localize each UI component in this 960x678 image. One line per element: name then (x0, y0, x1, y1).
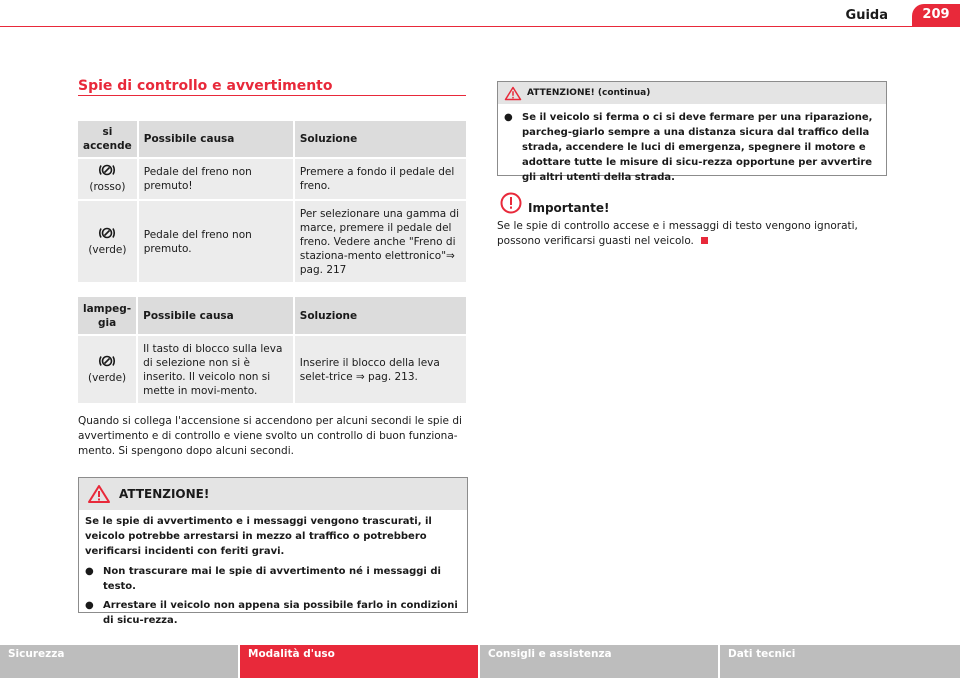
table-row (78, 158, 466, 200)
chapter-title: Guida (845, 8, 888, 23)
footer-tab-label: Sicurezza (8, 648, 65, 660)
section-rule (78, 95, 466, 96)
cause-cell: Pedale del freno non premuto! (138, 158, 294, 200)
warning-lead: Se le spie di avvertimento e i messaggi vengono trascurati, il veicolo potrebbe arrestarsi in mezzo al traffico o potrebbero verificarsi incidenti con feriti gravi. (85, 516, 432, 557)
section-title: Spie di controllo e avvertimento (78, 78, 333, 94)
table-row (78, 200, 466, 282)
warning-bullet: ● Se il veicolo si ferma o ci si deve fermare per una riparazione, parcheg-giarlo sempre a una distanza sicura dal traffico della strada, accendere le luci di emergenza, spegnere il motore e adottare tutte le misure di sicu-rezza opportune per avvertire gli altri utenti della strada. (504, 110, 880, 185)
col-header-solution: Soluzione (294, 121, 466, 158)
warning-continued-box (497, 81, 887, 183)
warning-triangle-icon (87, 484, 111, 504)
footer-tab-consigli[interactable] (480, 645, 718, 678)
end-marker-icon (701, 237, 708, 244)
brake-pedal-lamp-icon (98, 355, 116, 367)
lamp-cell (78, 200, 138, 282)
warning-bullet: ● Non trascurare mai le spie di avvertimento né i messaggi di testo. (85, 564, 461, 594)
col-header-lamp: si accende (78, 121, 138, 158)
important-icon (500, 192, 522, 214)
brake-pedal-lamp-icon (98, 164, 116, 176)
page-number: 209 (912, 4, 960, 26)
table-header-row (78, 121, 466, 158)
important-text (497, 219, 889, 249)
col-header-cause: Possibile causa (137, 297, 294, 335)
warning-bullet-text: Se il veicolo si ferma o ci si deve fermare per una riparazione, parcheg-giarlo sempre a una distanza sicura dal traffico della strada, accendere le luci di emergenza, spegnere il motore e adottare tutte le misure di sicu-rezza opportune per avvertire gli altri utenti della strada. (522, 112, 873, 183)
table-row (78, 335, 466, 403)
lamp-cell (78, 335, 137, 403)
warning-continued-body (498, 104, 886, 189)
warning-continued-title: ATTENZIONE! (continua) (527, 88, 651, 98)
solution-cell: Inserire il blocco della leva selet-trice ⇒ pag. 213. (294, 335, 466, 403)
solution-cell: Premere a fondo il pedale del freno. (294, 158, 466, 200)
footer-tab-modalita-uso[interactable] (240, 645, 478, 678)
footer-tab-label: Dati tecnici (728, 648, 796, 660)
col-header-cause: Possibile causa (138, 121, 294, 158)
lamp-color-label: (verde) (88, 243, 127, 256)
warning-bullet-text: Arrestare il veicolo non appena sia possibile farlo in condizioni di sicu-rezza. (103, 600, 458, 626)
cause-cell: Il tasto di blocco sulla leva di selezione non si è inserito. Il veicolo non si mette in movi-mento. (137, 335, 294, 403)
lamp-table-flashing (78, 297, 466, 403)
intro-paragraph: Quando si collega l'accensione si accendono per alcuni secondi le spie di avvertimento e di controllo e viene svolto un controllo di buon funziona-mento. Si spengono dopo alcuni secondi. (78, 415, 462, 457)
footer-tab-label: Consigli e assistenza (488, 648, 612, 660)
important-text-content: Se le spie di controllo accese e i messaggi di testo vengono ignorati, possono verificarsi guasti nel veicolo. (497, 220, 858, 247)
warning-title: ATTENZIONE! (119, 487, 210, 501)
table-header-row (78, 297, 466, 335)
warning-header (79, 478, 467, 510)
warning-body (79, 510, 467, 632)
warning-triangle-icon (504, 86, 522, 101)
brake-pedal-lamp-icon (98, 227, 116, 239)
lamp-color-label: (verde) (88, 371, 127, 384)
footer-tab-sicurezza[interactable] (0, 645, 238, 678)
lamp-color-label: (rosso) (89, 181, 126, 193)
header-rule (0, 26, 960, 27)
footer-tab-dati-tecnici[interactable] (720, 645, 960, 678)
solution-cell: Per selezionare una gamma di marce, premere il pedale del freno. Vedere anche "Freno di staziona-mento elettronico"⇒ pag. 217 (294, 200, 466, 282)
lamp-table-lights (78, 121, 466, 282)
col-header-lamp: lampeg-gia (78, 297, 137, 335)
col-header-solution: Soluzione (294, 297, 466, 335)
cause-cell: Pedale del freno non premuto. (138, 200, 294, 282)
warning-continued-header (498, 82, 886, 104)
warning-bullet: ● Arrestare il veicolo non appena sia possibile farlo in condizioni di sicu-rezza. (85, 598, 461, 628)
footer-tab-label: Modalità d'uso (248, 648, 335, 660)
lamp-cell (78, 158, 138, 200)
important-title: Importante! (528, 201, 610, 215)
warning-bullet-text: Non trascurare mai le spie di avvertimento né i messaggi di testo. (103, 566, 441, 592)
warning-box (78, 477, 468, 626)
